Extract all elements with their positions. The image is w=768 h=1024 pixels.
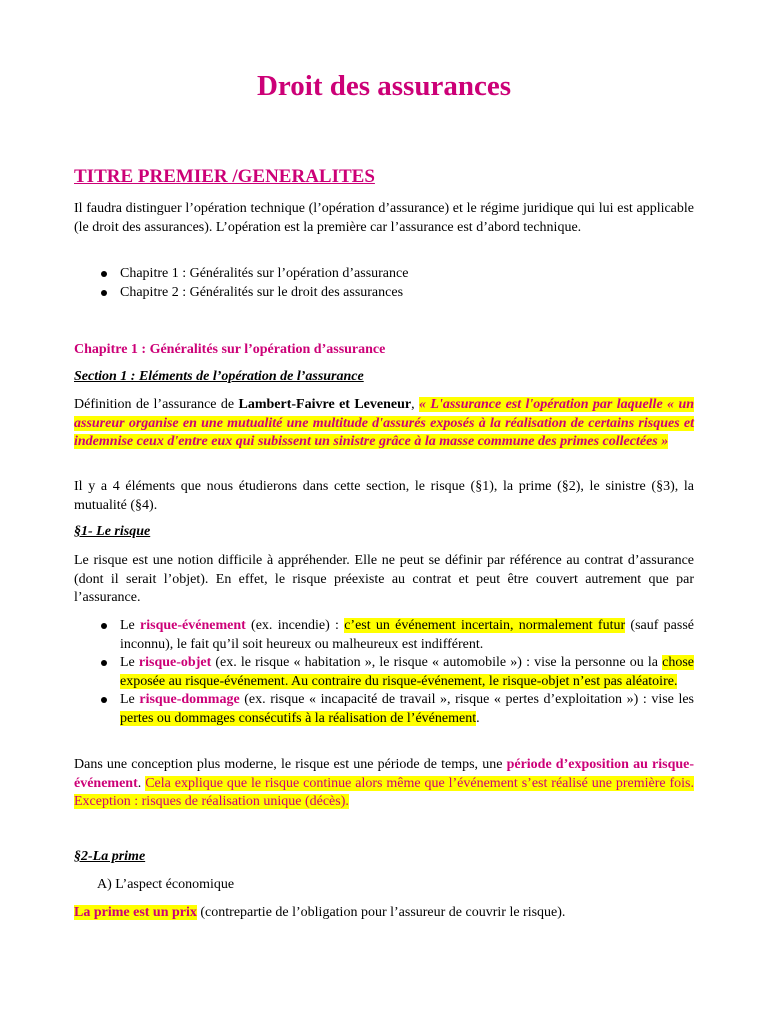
modern-highlight: Cela explique que le risque continue alors même que l’événement s’est réalisé une première fois. Exception : risques de réalisation unique (décès).	[74, 775, 695, 809]
prime-heading: §2-La prime	[74, 849, 146, 864]
list-item	[74, 617, 694, 654]
aspect-economique-heading: A) L’aspect économique	[97, 877, 235, 892]
risk-item-text: (ex. le risque « habitation », le risque « automobile ») : vise la personne ou la	[211, 655, 663, 670]
risk-item-text: (ex. incendie) :	[245, 618, 345, 633]
section1-heading: Section 1 : Eléments de l’opération de l’assurance	[74, 369, 364, 384]
list-item: Chapitre 2 : Généralités sur le droit des assurances	[74, 284, 694, 303]
intro-paragraph: Il faudra distinguer l’opération technique (l’opération d’assurance) et le régime juridique qui lui est applicable (le droit des assurances). L’opération est la première car l’assurance est d’abord technique.	[74, 201, 694, 235]
prime-highlight: La prime est un prix	[74, 905, 197, 920]
modern-conception-paragraph	[74, 756, 694, 812]
risk-types-list	[74, 617, 694, 728]
chapter1-heading: Chapitre 1 : Généralités sur l’opération d’assurance	[74, 342, 386, 357]
document-title: Droit des assurances	[256, 70, 512, 102]
titre-premier-heading: TITRE PREMIER /GENERALITES	[74, 166, 375, 187]
risk-item-text: (ex. risque « incapacité de travail », risque « pertes d’exploitation ») : vise les	[239, 692, 695, 707]
modern-dot: .	[137, 775, 146, 791]
risk-item-highlight: pertes ou dommages consécutifs à la réalisation de l’événement	[120, 710, 477, 726]
definition-paragraph	[74, 396, 694, 452]
definition-quote: « L'assurance est l'opération par laquelle « un assureur organise en une mutualité une multitude d'assurés exposés à la réalisation de certains risques et indemnise ceux d'entre eux qui subissent un sinistre grâce à la masse commune des primes collectées »	[74, 397, 695, 449]
risk-item-le: Le	[120, 692, 140, 707]
risk-item-highlight: c’est un événement incertain, normalement futur	[344, 618, 626, 633]
list-item	[74, 691, 694, 728]
definition-authors: Lambert-Faivre et Leveneur	[238, 397, 412, 412]
risk-item-term: risque-objet	[138, 655, 212, 670]
risk-item-le: Le	[120, 618, 141, 633]
prime-paragraph	[74, 904, 694, 923]
definition-prefix: Définition de l’assurance de	[74, 397, 239, 412]
risk-item-le: Le	[120, 655, 139, 670]
risk-heading: §1- Le risque	[74, 524, 151, 539]
four-elements-paragraph: Il y a 4 éléments que nous étudierons dans cette section, le risque (§1), la prime (§2), le sinistre (§3), la mutualité (§4).	[74, 479, 694, 513]
risk-item-highlight: chose exposée au risque-événement. Au contraire du risque-événement, le risque-objet n’est pas aléatoire.	[120, 655, 694, 689]
risk-item-tail: (sauf passé inconnu), le fait qu’il soit heureux ou malheureux est indifférent.	[120, 618, 694, 652]
list-item: Chapitre 1 : Généralités sur l’opération d’assurance	[74, 265, 694, 284]
risk-item-term: risque-événement	[140, 618, 246, 633]
definition-comma: ,	[411, 397, 420, 412]
risk-item-term: risque-dommage	[139, 692, 240, 707]
list-item	[74, 654, 694, 691]
modern-term: période d’exposition au risque-événement	[74, 757, 695, 791]
prime-tail: (contrepartie de l’obligation pour l’assureur de couvrir le risque).	[196, 905, 566, 920]
risk-item-tail: .	[476, 710, 480, 726]
chapters-list	[74, 265, 694, 302]
risk-intro-paragraph: Le risque est une notion difficile à appréhender. Elle ne peut se définir par référence au contrat d’assurance (dont il serait l’objet). En effet, le risque préexiste au contrat et peut être couvert autrement que par l’assurance.	[74, 553, 694, 605]
modern-prefix: Dans une conception plus moderne, le risque est une période de temps, une	[74, 757, 507, 772]
